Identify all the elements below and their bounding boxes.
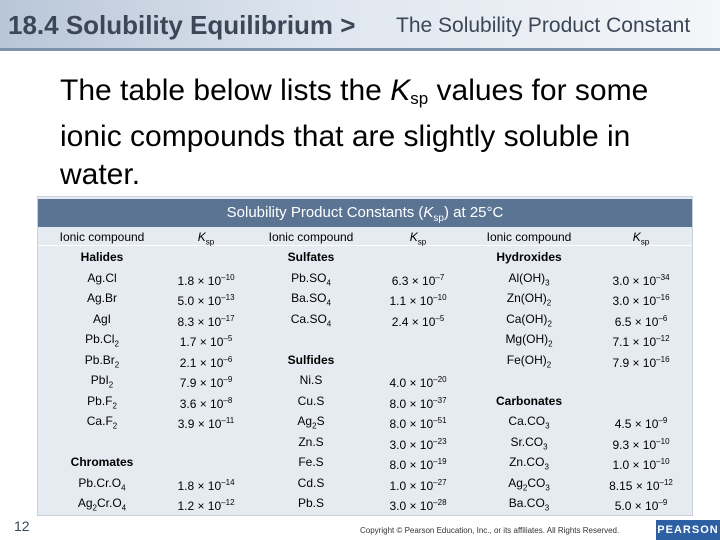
compound-column-2: [250, 227, 372, 514]
compound-column-1: [42, 227, 162, 514]
table-cell: $Ca.SO_4$: [290, 311, 332, 328]
table-cell: $Pb.SO_4$: [291, 270, 331, 287]
pearson-logo: PEARSON: [656, 520, 720, 540]
table-cell: PbI$_2$: [90, 373, 114, 390]
table-cell: $6.3 \times 10^{-7}$: [391, 272, 445, 288]
table-cell: $Al(OH)_3$: [508, 270, 550, 287]
group-sulfides: Sulfides: [287, 352, 335, 367]
table-cell: $7.9 \times 10^{-16}$: [612, 354, 670, 370]
ksp-column-3: [594, 227, 688, 514]
table-cell: $Ca.F_2$: [86, 414, 118, 431]
table-cell: $Pb.Br_2$: [84, 352, 120, 369]
table-cell: $3.6 \times 10^{-8}$: [179, 395, 233, 411]
table-title: Solubility Product Constants $(K_{sp})$ at 25°C: [38, 199, 692, 227]
table-cell: $Ag_2Cr.O_4$: [77, 496, 127, 513]
table-cell: $4.0 \times 10^{-20}$: [389, 375, 447, 390]
section-title: 18.4 Solubility Equilibrium >: [8, 10, 356, 40]
table-cell: Ag.Br: [86, 291, 117, 305]
table-cell: $2.4 \times 10^{-5}$: [391, 313, 445, 329]
compound-column-3: [464, 227, 594, 514]
table-cell: Ni.S: [299, 373, 323, 387]
table-cell: $7.1 \times 10^{-12}$: [612, 334, 670, 349]
table-cell: $3.0 \times 10^{-34}$: [612, 272, 670, 288]
table-cell: AgI: [92, 311, 111, 326]
table-cell: $1.1 \times 10^{-10}$: [389, 293, 447, 308]
table-cell: $5.0 \times 10^{-13}$: [177, 293, 235, 308]
table-cell: $6.5 \times 10^{-6}$: [614, 313, 668, 329]
group-halides: Halides: [80, 250, 124, 264]
table-cell: $9.3 \times 10^{-10}$: [612, 436, 670, 452]
table-cell: $Zn.CO_3$: [509, 455, 549, 472]
table-cell: $Ca(OH)_2$: [506, 311, 552, 328]
table-cell: $8.0 \times 10^{-37}$: [389, 395, 447, 411]
table-cell: $3.0 \times 10^{-16}$: [612, 293, 670, 308]
table-cell: $4.5 \times 10^{-9}$: [614, 416, 668, 431]
table-cell: $1.0 \times 10^{-10}$: [612, 457, 670, 472]
table-cell: $Ba.SO_4$: [291, 291, 331, 308]
table-cell: Pb.S: [297, 496, 324, 510]
table-cell: $Ba.CO_3$: [508, 496, 550, 513]
column-header: $K_{sp}$: [409, 230, 427, 247]
page-number: 12: [14, 518, 30, 534]
table-cell: $Pb.Cl_2$: [85, 332, 119, 349]
table-cell: $1.7 \times 10^{-5}$: [179, 334, 233, 349]
table-cell: $Pb.F_2$: [87, 393, 117, 410]
table-cell: $Ag_2CO_3$: [508, 475, 550, 492]
table-cell: $8.15 \times 10^{-12}$: [609, 477, 673, 493]
group-chromates: Chromates: [70, 455, 134, 469]
table-cell: Zn.S: [298, 434, 324, 449]
column-header: $K_{sp}$: [197, 230, 215, 247]
table-cell: $3.0 \times 10^{-23}$: [389, 436, 447, 452]
table-cell: $3.0 \times 10^{-28}$: [389, 498, 447, 513]
table-cell: $8.0 \times 10^{-19}$: [389, 457, 447, 472]
table-cell: $8.0 \times 10^{-51}$: [389, 416, 447, 431]
table-cell: Cu.S: [297, 393, 325, 408]
section-subtitle: The Solubility Product Constant: [396, 14, 691, 37]
table-cell: $2.1 \times 10^{-6}$: [179, 354, 233, 370]
table-cell: $5.0 \times 10^{-9}$: [614, 498, 668, 513]
table-cell: $3.9 \times 10^{-11}$: [177, 416, 235, 431]
header-rule: [0, 48, 720, 51]
table-cell: $1.8 \times 10^{-10}$: [177, 272, 235, 288]
copyright-notice: Copyright © Pearson Education, Inc., or its affiliates. All Rights Reserved.: [360, 526, 620, 535]
table-cell: $Pb.Cr.O_4$: [78, 475, 126, 492]
table-cell: $Fe(OH)_2$: [506, 352, 552, 369]
table-cell: $Sr.CO_3$: [510, 434, 548, 451]
table-cell: Fe.S: [298, 455, 324, 469]
ksp-column-1: [162, 227, 250, 514]
ksp-column-2: [372, 227, 464, 514]
intro-text: The table below lists the $K_{sp}$ values for some ionic compounds that are slightly soluble in water.: [60, 74, 649, 191]
table-cell: $1.8 \times 10^{-14}$: [177, 477, 235, 493]
table-cell: $Ag_2S$: [297, 414, 325, 431]
table-cell: $Zn(OH)_2$: [506, 291, 552, 308]
column-header: $K_{sp}$: [632, 230, 650, 247]
table-cell: $1.2 \times 10^{-12}$: [177, 498, 235, 513]
ksp-table: [37, 196, 693, 516]
table-cell: $8.3 \times 10^{-17}$: [177, 313, 235, 329]
table-cell: Ag.Cl: [87, 270, 117, 285]
group-hydroxides: Hydroxides: [496, 250, 562, 264]
table-cell: $Ca.CO_3$: [508, 414, 550, 431]
header-band: [0, 0, 720, 48]
column-header: Ionic compound: [59, 230, 145, 244]
table-cell: $7.9 \times 10^{-9}$: [179, 375, 233, 390]
table-cell: Cd.S: [297, 475, 325, 490]
table-cell: $1.0 \times 10^{-27}$: [389, 477, 447, 493]
column-header: Ionic compound: [268, 230, 354, 244]
table-cell: $Mg(OH)_2$: [505, 332, 553, 349]
group-carbonates: Carbonates: [495, 393, 563, 408]
group-sulfates: Sulfates: [287, 250, 335, 264]
column-header: Ionic compound: [486, 230, 572, 244]
